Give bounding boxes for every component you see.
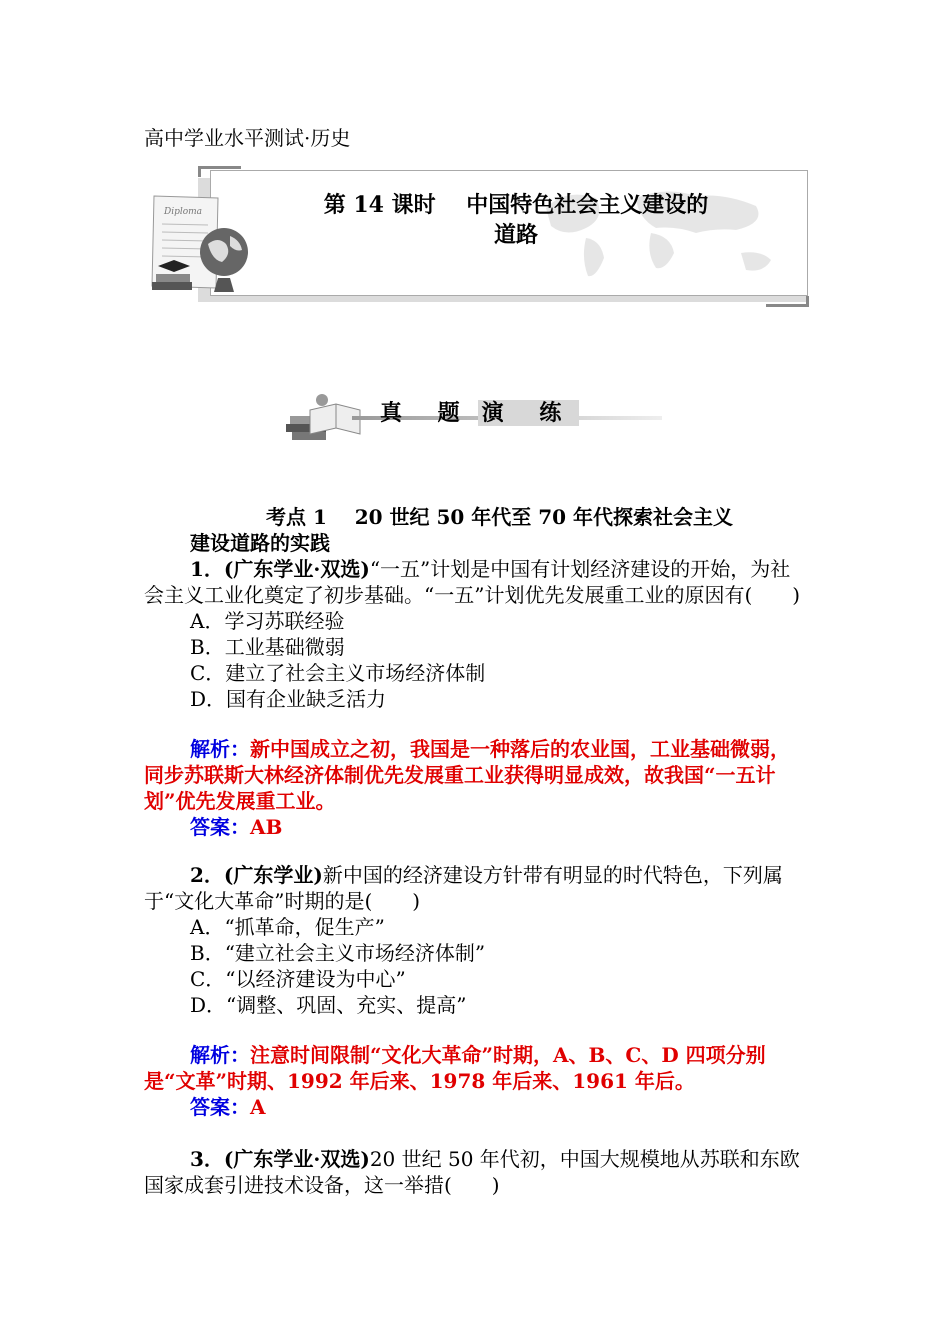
- answer-text: A: [250, 1095, 266, 1119]
- lesson-title: [256, 190, 776, 250]
- answer-1: [144, 814, 808, 840]
- section-label: [376, 396, 579, 427]
- option: A．学习苏联经验: [190, 609, 345, 633]
- diploma-text: Diploma: [164, 207, 203, 217]
- topic-title-line2: 建设道路的实践: [190, 531, 330, 555]
- books-icon: [282, 390, 362, 450]
- answer-2: [144, 1094, 808, 1120]
- section-banner: [282, 390, 672, 450]
- lesson-title-line2: 道路: [493, 222, 538, 248]
- question-3: [144, 1146, 808, 1198]
- option: D．“调整、巩固、充实、提高”: [190, 993, 467, 1017]
- lesson-title-line1: 第 14 课时 中国特色社会主义建设的: [323, 192, 709, 218]
- explanation-label: 解析：: [190, 737, 250, 761]
- lesson-banner: [146, 166, 812, 308]
- option: B．“建立社会主义市场经济体制”: [190, 941, 486, 965]
- explanation-2: [144, 1042, 808, 1094]
- option: A．“抓革命，促生产”: [190, 915, 385, 939]
- option: C．“以经济建设为中心”: [190, 967, 406, 991]
- question-2-source: 2．(广东学业): [190, 863, 323, 887]
- answer-text: AB: [250, 815, 283, 839]
- option: C．建立了社会主义市场经济体制: [190, 661, 486, 685]
- option: B．工业基础微弱: [190, 635, 345, 659]
- explanation-text: 注意时间限制“文化大革命”时期，A、B、C、D 四项分别是“文革”时期、1992 年后来、1978 年后来、1961 年后。: [144, 1043, 766, 1093]
- diploma-globe-icon: [146, 192, 256, 302]
- question-content: [144, 504, 808, 1198]
- answer-block-1: [144, 736, 808, 840]
- question-1-source: 1．(广东学业·双选): [190, 557, 370, 581]
- banner-corner: [766, 296, 809, 307]
- question-3-source: 3．(广东学业·双选): [190, 1147, 370, 1171]
- question-2: [144, 862, 808, 914]
- question-1: [144, 556, 808, 608]
- banner-corner: [198, 166, 241, 177]
- topic-title: 考点 1 20 世纪 50 年代至 70 年代探索社会主义: [266, 505, 734, 529]
- running-title: 高中学业水平测试·历史: [144, 126, 351, 150]
- explanation-1: [144, 736, 808, 814]
- option: D．国有企业缺乏活力: [190, 687, 387, 711]
- question-2-stem: 新中国的经济建设方针带有明显的时代特色，下列属于“文化大革命”时期的是( ): [144, 863, 783, 913]
- question-1-stem: “一五”计划是中国有计划经济建设的开始，为社会主义工业化奠定了初步基础。“一五”计划优先发展重工业的原因有( ): [144, 557, 801, 607]
- section-label-b: 演 练: [478, 400, 580, 426]
- explanation-label: 解析：: [190, 1043, 250, 1067]
- answer-label: 答案：: [190, 815, 250, 839]
- section-label-a: 真 题: [380, 400, 474, 426]
- explanation-text: 新中国成立之初，我国是一种落后的农业国，工业基础微弱，同步苏联斯大林经济体制优先发展重工业获得明显成效，故我国“一五计划”优先发展重工业。: [144, 737, 790, 813]
- answer-label: 答案：: [190, 1095, 250, 1119]
- question-3-stem: 20 世纪 50 年代初，中国大规模地从苏联和东欧国家成套引进技术设备，这一举措( ): [144, 1147, 800, 1197]
- answer-block-2: [144, 1042, 808, 1120]
